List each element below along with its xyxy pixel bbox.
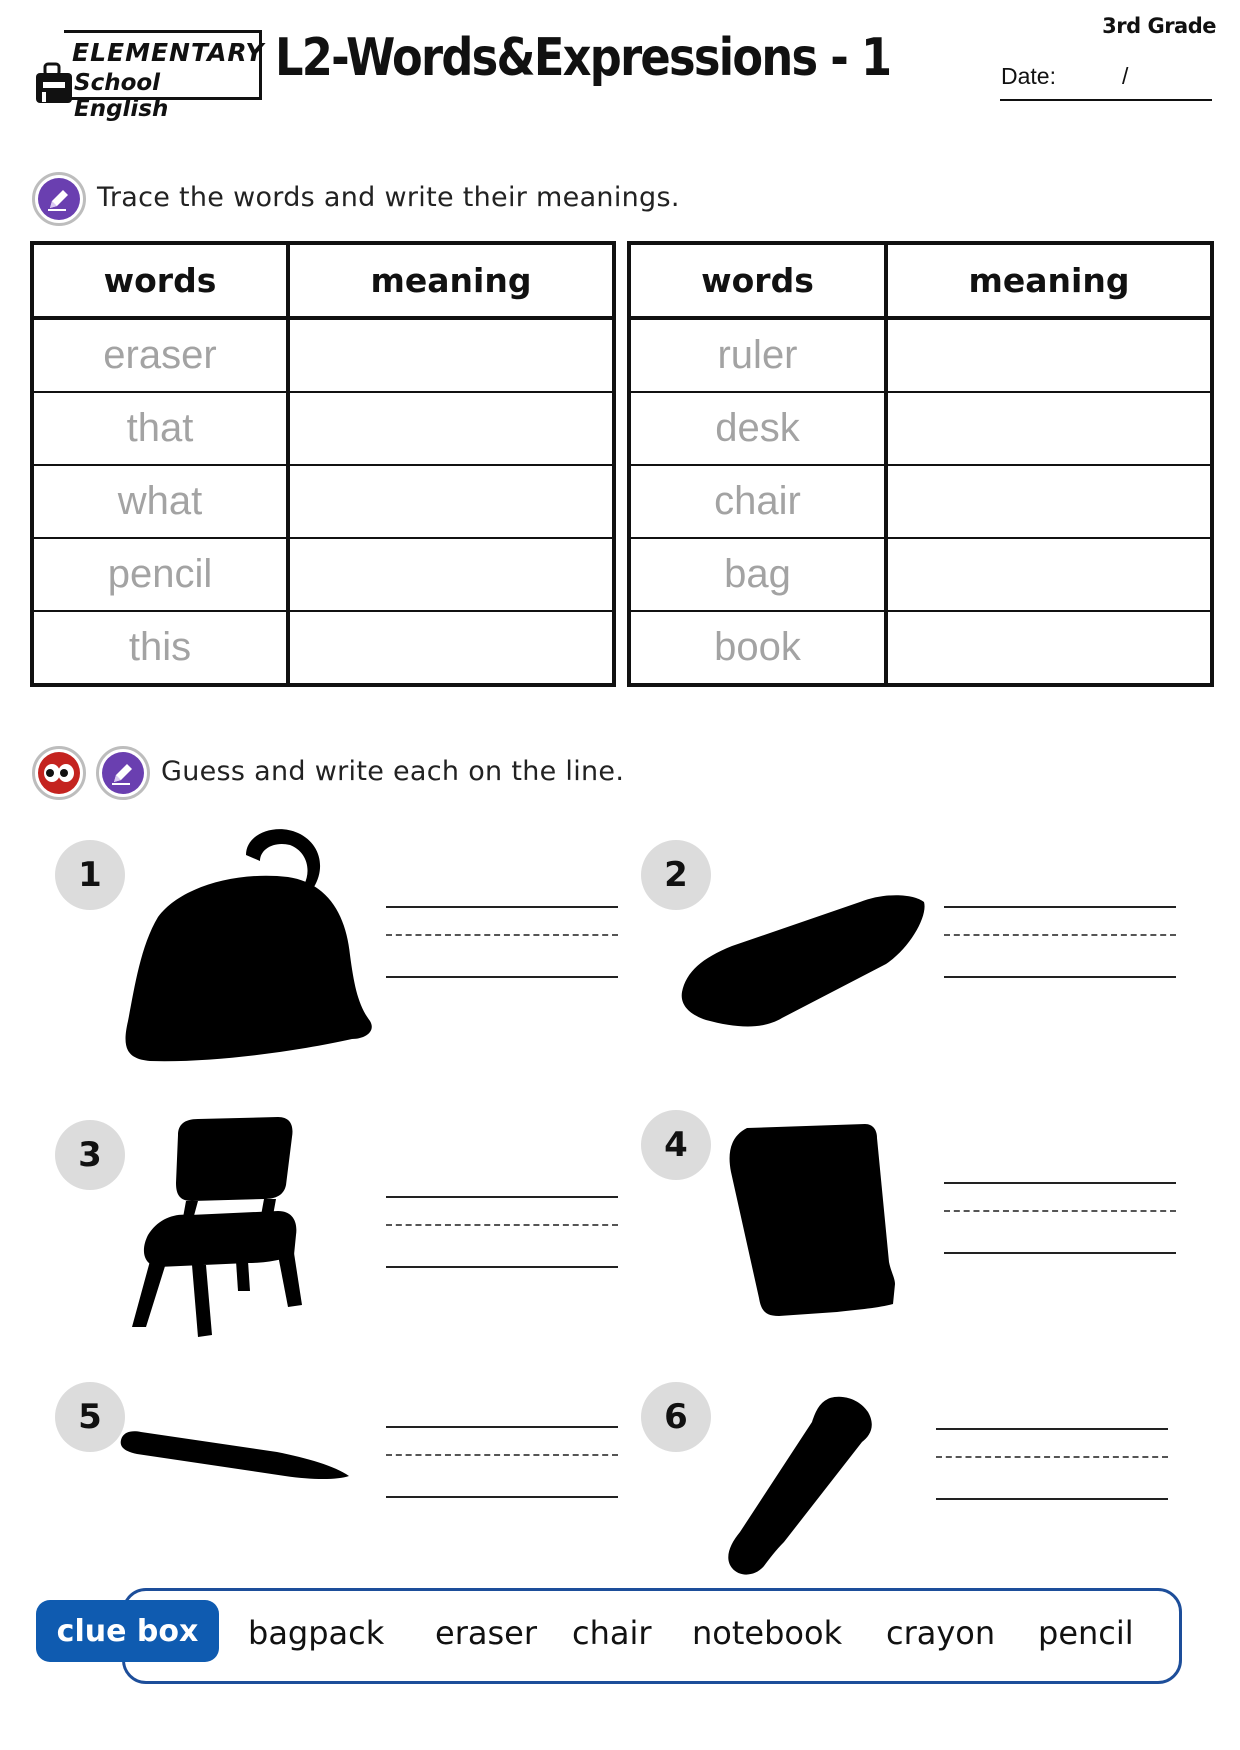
column-header-words: words bbox=[32, 243, 288, 318]
answer-lines[interactable] bbox=[944, 906, 1176, 978]
clue-word: chair bbox=[572, 1614, 652, 1652]
page-title: L2-Words&Expressions - 1 bbox=[275, 28, 891, 88]
answer-lines[interactable] bbox=[386, 1426, 618, 1498]
pencil-badge bbox=[32, 172, 86, 226]
clue-word: notebook bbox=[692, 1614, 843, 1652]
date-field[interactable] bbox=[1000, 99, 1212, 101]
trace-word: bag bbox=[629, 538, 886, 611]
table-row bbox=[32, 392, 614, 465]
trace-word: desk bbox=[629, 392, 886, 465]
trace-word: chair bbox=[629, 465, 886, 538]
item-number: 4 bbox=[641, 1110, 711, 1180]
clue-word: pencil bbox=[1038, 1614, 1134, 1652]
meaning-cell[interactable] bbox=[886, 611, 1212, 685]
table-row bbox=[32, 465, 614, 538]
trace-word: this bbox=[32, 611, 288, 685]
logo-line1: ELEMENTARY bbox=[72, 38, 265, 67]
answer-lines[interactable] bbox=[936, 1428, 1168, 1500]
clue-box-label: clue box bbox=[36, 1600, 219, 1662]
answer-lines[interactable] bbox=[386, 906, 618, 978]
item-number: 2 bbox=[641, 840, 711, 910]
meaning-cell[interactable] bbox=[288, 611, 614, 685]
pencil-icon bbox=[44, 184, 74, 214]
bagpack-icon bbox=[118, 825, 373, 1065]
table-row bbox=[629, 318, 1212, 392]
item-number: 1 bbox=[55, 840, 125, 910]
logo bbox=[64, 30, 265, 122]
meaning-cell[interactable] bbox=[288, 465, 614, 538]
meaning-cell[interactable] bbox=[288, 538, 614, 611]
meaning-cell[interactable] bbox=[886, 392, 1212, 465]
pencil-icon bbox=[108, 758, 138, 788]
item-number: 6 bbox=[641, 1382, 711, 1452]
crayon-icon bbox=[720, 1392, 875, 1577]
trace-word: ruler bbox=[629, 318, 886, 392]
meaning-cell[interactable] bbox=[886, 465, 1212, 538]
eraser-icon bbox=[674, 888, 929, 1030]
answer-lines[interactable] bbox=[944, 1182, 1176, 1254]
meaning-cell[interactable] bbox=[886, 538, 1212, 611]
table-row bbox=[629, 465, 1212, 538]
schoolbag-icon bbox=[34, 62, 76, 106]
column-header-words: words bbox=[629, 243, 886, 318]
date-label: Date: bbox=[1001, 63, 1056, 89]
notebook-icon bbox=[725, 1122, 900, 1317]
table-row bbox=[629, 392, 1212, 465]
meaning-cell[interactable] bbox=[288, 318, 614, 392]
answer-lines[interactable] bbox=[386, 1196, 618, 1268]
section1-instruction: Trace the words and write their meanings. bbox=[97, 182, 680, 213]
table-row bbox=[32, 538, 614, 611]
eyes-badge bbox=[32, 746, 86, 800]
table-row bbox=[629, 611, 1212, 685]
trace-word: pencil bbox=[32, 538, 288, 611]
grade-label: 3rd Grade bbox=[1102, 14, 1216, 38]
pencil-icon bbox=[117, 1424, 352, 1486]
chair-icon bbox=[118, 1115, 318, 1337]
vocab-table-right bbox=[627, 241, 1214, 687]
clue-word: bagpack bbox=[248, 1614, 385, 1652]
eyes-icon bbox=[43, 762, 75, 784]
trace-word: what bbox=[32, 465, 288, 538]
table-row bbox=[32, 611, 614, 685]
date-separator: / bbox=[1122, 63, 1129, 89]
column-header-meaning: meaning bbox=[886, 243, 1212, 318]
meaning-cell[interactable] bbox=[288, 392, 614, 465]
trace-word: book bbox=[629, 611, 886, 685]
section2-instruction: Guess and write each on the line. bbox=[161, 756, 625, 787]
clue-word: eraser bbox=[435, 1614, 537, 1652]
vocab-table-left bbox=[30, 241, 616, 687]
trace-word: eraser bbox=[32, 318, 288, 392]
pencil-badge bbox=[96, 746, 150, 800]
clue-word: crayon bbox=[886, 1614, 996, 1652]
trace-word: that bbox=[32, 392, 288, 465]
logo-line2: School English bbox=[74, 70, 169, 122]
item-number: 5 bbox=[55, 1382, 125, 1452]
item-number: 3 bbox=[55, 1120, 125, 1190]
meaning-cell[interactable] bbox=[886, 318, 1212, 392]
table-row bbox=[629, 538, 1212, 611]
table-row bbox=[32, 318, 614, 392]
column-header-meaning: meaning bbox=[288, 243, 614, 318]
